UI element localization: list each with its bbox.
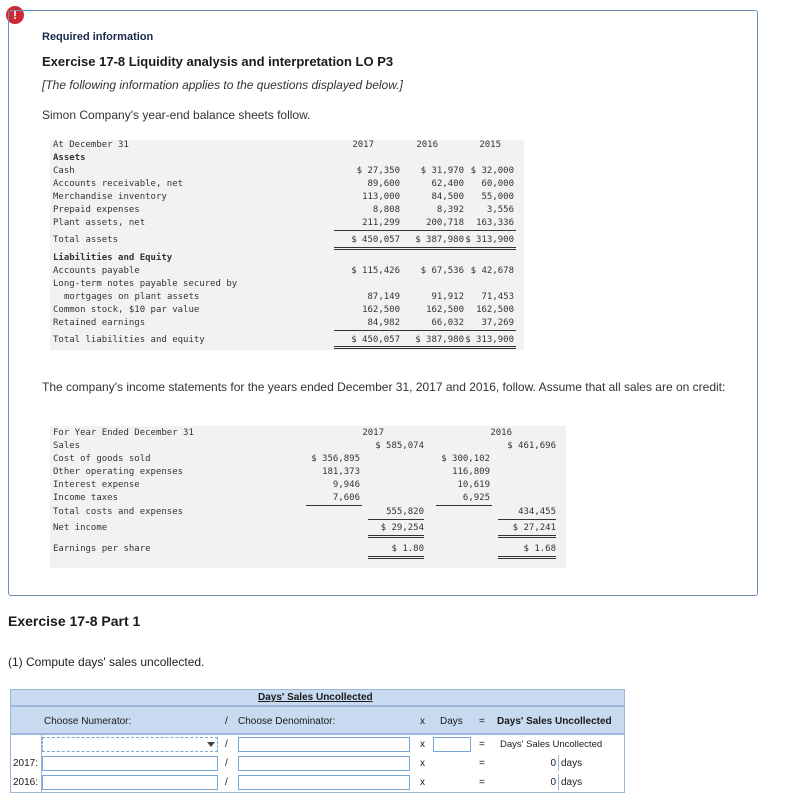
worksheet-title: Days' Sales Uncollected	[258, 692, 373, 703]
result-unit: days	[561, 758, 583, 769]
is-cell: $ 300,102	[441, 454, 490, 464]
is-heading: For Year Ended December 31	[53, 428, 194, 438]
bs-year: 2017	[352, 140, 374, 150]
bs-row-label: Total assets	[53, 235, 119, 245]
bs-year: 2016	[416, 140, 438, 150]
result-header-value: Days' Sales Uncollected	[500, 739, 603, 750]
equals-symbol: =	[479, 716, 485, 727]
bs-cell: $ 387,980	[415, 335, 464, 345]
equals-symbol: =	[479, 739, 485, 750]
bs-row-label: Accounts receivable, net	[53, 179, 184, 189]
bs-cell: $ 450,057	[351, 235, 400, 245]
is-expense-label: Income taxes	[53, 493, 119, 503]
bs-row-label: Merchandise inventory	[53, 192, 167, 202]
bs-underline	[334, 330, 516, 331]
bs-cell: 62,400	[431, 179, 464, 189]
balance-sheet-table	[50, 140, 524, 350]
question-text: (1) Compute days' sales uncollected.	[8, 655, 205, 669]
income-statement-table	[50, 426, 566, 568]
alert-icon: !	[6, 6, 24, 24]
income-intro-text: The company's income statements for the years ended December 31, 2017 and 2016, follow. Assume that all sales are on credit:	[42, 380, 726, 394]
bs-cell: 60,000	[481, 179, 514, 189]
equals-symbol: =	[479, 758, 485, 769]
is-cell: 10,619	[457, 480, 490, 490]
numerator-select[interactable]	[42, 737, 218, 752]
intro-text: Simon Company's year-end balance sheets follow.	[42, 108, 311, 122]
bs-cell: $ 115,426	[351, 266, 400, 276]
is-double-underline	[498, 535, 556, 536]
is-cell: 7,606	[332, 493, 360, 503]
result-divider	[558, 774, 559, 790]
bs-cell: 89,600	[367, 179, 400, 189]
is-net-label: Net income	[53, 523, 108, 533]
is-expense-label: Cost of goods sold	[53, 454, 151, 464]
bs-cell: 211,299	[362, 218, 400, 228]
bs-heading: At December 31	[53, 140, 129, 150]
info-note: [The following information applies to the questions displayed below.]	[42, 78, 403, 92]
bs-cell: $ 32,000	[470, 166, 514, 176]
is-underline	[306, 505, 362, 506]
bs-cell: $ 42,678	[470, 266, 514, 276]
bs-cell: $ 31,970	[420, 166, 464, 176]
times-symbol: x	[420, 739, 425, 750]
bs-cell: 84,500	[431, 192, 464, 202]
bs-cell: 87,149	[367, 292, 400, 302]
bs-row-label: mortgages on plant assets	[64, 292, 200, 302]
bs-assets-label: Assets	[53, 153, 86, 163]
result-value: 0	[550, 777, 556, 788]
is-year: 2017	[362, 428, 384, 438]
is-cell: 116,809	[452, 467, 490, 477]
bs-cell: 162,500	[362, 305, 400, 315]
bs-double-underline	[334, 348, 516, 349]
is-cell: $ 461,696	[507, 441, 556, 451]
slash-symbol: /	[225, 739, 228, 750]
denominator-label: Choose Denominator:	[238, 716, 336, 727]
bs-underline	[334, 230, 516, 231]
slash-symbol: /	[225, 716, 228, 727]
required-info-label: Required information	[42, 31, 154, 43]
is-expense-label: Interest expense	[53, 480, 140, 490]
slash-symbol: /	[225, 758, 228, 769]
bs-cell: $ 313,900	[465, 235, 514, 245]
slash-symbol: /	[225, 777, 228, 788]
is-double-underline	[498, 556, 556, 557]
is-cell: $ 585,074	[375, 441, 424, 451]
is-underline	[498, 519, 556, 520]
is-cell: 181,373	[322, 467, 360, 477]
is-underline	[368, 519, 424, 520]
is-year: 2016	[490, 428, 512, 438]
is-double-underline	[368, 535, 424, 536]
numerator-label: Choose Numerator:	[44, 716, 132, 727]
bs-cell: 113,000	[362, 192, 400, 202]
is-double-underline	[368, 556, 424, 557]
denominator-select[interactable]	[238, 737, 410, 752]
is-cell: 555,820	[386, 507, 424, 517]
bs-cell: 84,982	[367, 318, 400, 328]
bs-liab-label: Liabilities and Equity	[53, 253, 173, 263]
bs-row-label: Common stock, $10 par value	[53, 305, 200, 315]
days-label: Days	[440, 716, 463, 727]
bs-double-underline	[334, 247, 516, 248]
row-year: 2017:	[13, 758, 39, 769]
bs-double-underline	[334, 249, 516, 250]
equals-symbol: =	[479, 777, 485, 788]
is-sales-label: Sales	[53, 441, 81, 451]
bs-cell: 91,912	[431, 292, 464, 302]
denominator-2016-input[interactable]	[238, 775, 410, 790]
exercise-title: Exercise 17-8 Liquidity analysis and interpretation LO P3	[42, 54, 394, 69]
times-symbol: x	[420, 758, 425, 769]
bs-cell: 200,718	[426, 218, 464, 228]
row-year: 2016:	[13, 777, 39, 788]
bs-row-label: Retained earnings	[53, 318, 146, 328]
is-eps-label: Earnings per share	[53, 544, 151, 554]
part-title: Exercise 17-8 Part 1	[8, 613, 141, 629]
numerator-2017-input[interactable]	[42, 756, 218, 771]
bs-row-label: Plant assets, net	[53, 218, 146, 228]
is-double-underline	[368, 558, 424, 559]
is-cell: $ 27,241	[512, 523, 556, 533]
bs-cell: 3,556	[486, 205, 514, 215]
days-sales-worksheet	[10, 689, 625, 793]
times-symbol: x	[420, 777, 425, 788]
bs-cell: 162,500	[476, 305, 514, 315]
result-divider	[558, 755, 559, 771]
bs-cell: $ 67,536	[420, 266, 464, 276]
bs-year: 2015	[479, 140, 501, 150]
bs-row-label: Long-term notes payable secured by	[53, 279, 238, 289]
numerator-2016-input[interactable]	[42, 775, 218, 790]
bs-row-label: Prepaid expenses	[53, 205, 140, 215]
bs-row-label: Cash	[53, 166, 75, 176]
bs-double-underline	[334, 346, 516, 347]
bs-cell: $ 313,900	[465, 335, 514, 345]
bs-cell: 37,269	[481, 318, 514, 328]
bs-cell: 163,336	[476, 218, 514, 228]
bs-cell: $ 27,350	[356, 166, 400, 176]
times-symbol: x	[420, 716, 425, 727]
bs-row-label: Total liabilities and equity	[53, 335, 205, 345]
bs-cell: 55,000	[481, 192, 514, 202]
is-double-underline	[498, 558, 556, 559]
is-cell: 434,455	[518, 507, 556, 517]
bs-cell: $ 450,057	[351, 335, 400, 345]
bs-row-label: Accounts payable	[53, 266, 140, 276]
days-input[interactable]	[433, 737, 471, 752]
is-expense-label: Other operating expenses	[53, 467, 184, 477]
is-cell: $ 1.80	[391, 544, 424, 554]
bs-cell: 71,453	[481, 292, 514, 302]
denominator-2017-input[interactable]	[238, 756, 410, 771]
result-unit: days	[561, 777, 583, 788]
bs-cell: 8,808	[372, 205, 400, 215]
is-cell: $ 356,895	[311, 454, 360, 464]
chevron-down-icon[interactable]	[207, 742, 215, 747]
bs-cell: 162,500	[426, 305, 464, 315]
is-cell: 9,946	[332, 480, 360, 490]
is-cell: $ 1.68	[523, 544, 556, 554]
result-label: Days' Sales Uncollected	[497, 716, 612, 727]
is-cell: 6,925	[462, 493, 490, 503]
is-double-underline	[368, 537, 424, 538]
bs-cell: 66,032	[431, 318, 464, 328]
is-double-underline	[498, 537, 556, 538]
bs-cell: 8,392	[436, 205, 464, 215]
is-underline	[436, 505, 492, 506]
is-cell: $ 29,254	[380, 523, 424, 533]
is-total-label: Total costs and expenses	[53, 507, 184, 517]
result-value: 0	[550, 758, 556, 769]
bs-cell: $ 387,980	[415, 235, 464, 245]
